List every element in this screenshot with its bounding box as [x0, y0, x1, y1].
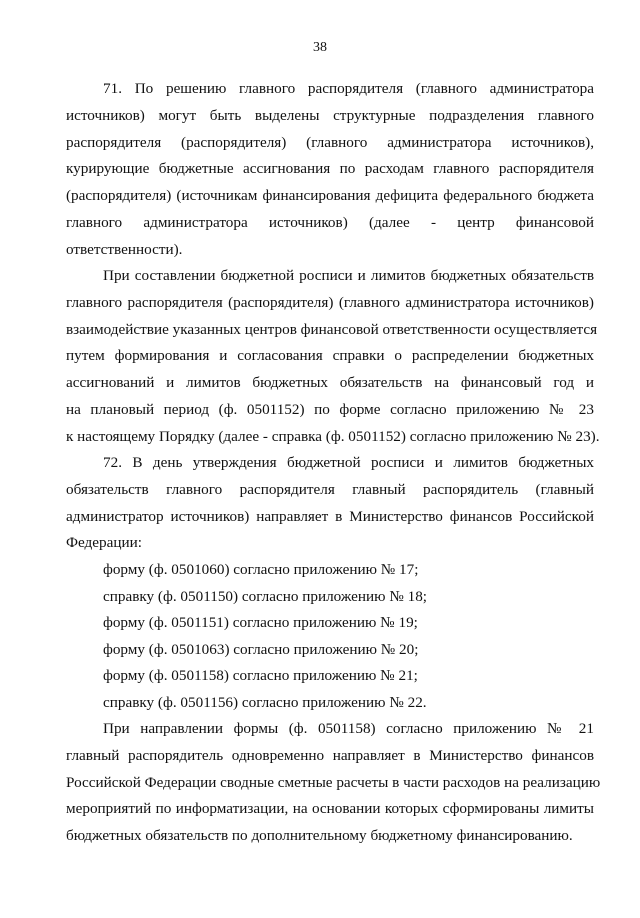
list-item: справку (ф. 0501150) согласно приложению № 18; [103, 588, 428, 605]
text-line: мероприятий по информатизации, на основании которых сформированы лимиты [66, 800, 594, 817]
text-line: взаимодействие указанных центров финансовой ответственности осуществляется [66, 321, 598, 338]
text-line: курирующие бюджетные ассигнования по расходам главного распорядителя [66, 160, 594, 177]
text-line: При составлении бюджетной росписи и лимитов бюджетных обязательств [103, 267, 594, 284]
list-item: форму (ф. 0501063) согласно приложению № 20; [103, 641, 419, 658]
page-number: 38 [313, 40, 327, 55]
text-line: главный распорядитель одновременно направляет в Министерство финансов [66, 747, 594, 764]
text-line: главного распорядителя (распорядителя) (главного администратора источников) [66, 294, 594, 311]
text-line: к настоящему Порядку (далее - справка (ф. 0501152) согласно приложению № 23). [66, 428, 600, 445]
list-item: форму (ф. 0501158) согласно приложению № 21; [103, 667, 418, 684]
text-line: распорядителя (распорядителя) (главного администратора источников), [66, 134, 594, 151]
text-line: Российской Федерации сводные сметные расчеты в части расходов на реализацию [66, 774, 601, 791]
text-line: источников) могут быть выделены структурные подразделения главного [66, 107, 594, 124]
text-line: бюджетных обязательств по дополнительному бюджетному финансированию. [66, 827, 573, 844]
list-item: справку (ф. 0501156) согласно приложению № 22. [103, 694, 427, 711]
text-line: (распорядителя) (источникам финансирования дефицита федерального бюджета [66, 187, 594, 204]
text-line: При направлении формы (ф. 0501158) согласно приложению № 21 [103, 720, 594, 737]
text-line: на плановый период (ф. 0501152) по форме согласно приложению № 23 [66, 401, 594, 418]
text-line: Федерации: [66, 534, 142, 551]
text-line: обязательств главного распорядителя главный распорядитель (главный [66, 481, 594, 498]
text-line: главного администратора источников) (далее - центр финансовой [66, 214, 594, 231]
text-line: ассигнований и лимитов бюджетных обязательств на финансовый год и [66, 374, 594, 391]
list-item: форму (ф. 0501060) согласно приложению № 17; [103, 561, 419, 578]
text-line: 72. В день утверждения бюджетной росписи и лимитов бюджетных [103, 454, 594, 471]
text-line: 71. По решению главного распорядителя (главного администратора [103, 80, 594, 97]
text-line: администратор источников) направляет в Министерство финансов Российской [66, 508, 594, 525]
text-line: ответственности). [66, 241, 183, 258]
list-item: форму (ф. 0501151) согласно приложению № 19; [103, 614, 418, 631]
text-line: путем формирования и согласования справки о распределении бюджетных [66, 347, 594, 364]
